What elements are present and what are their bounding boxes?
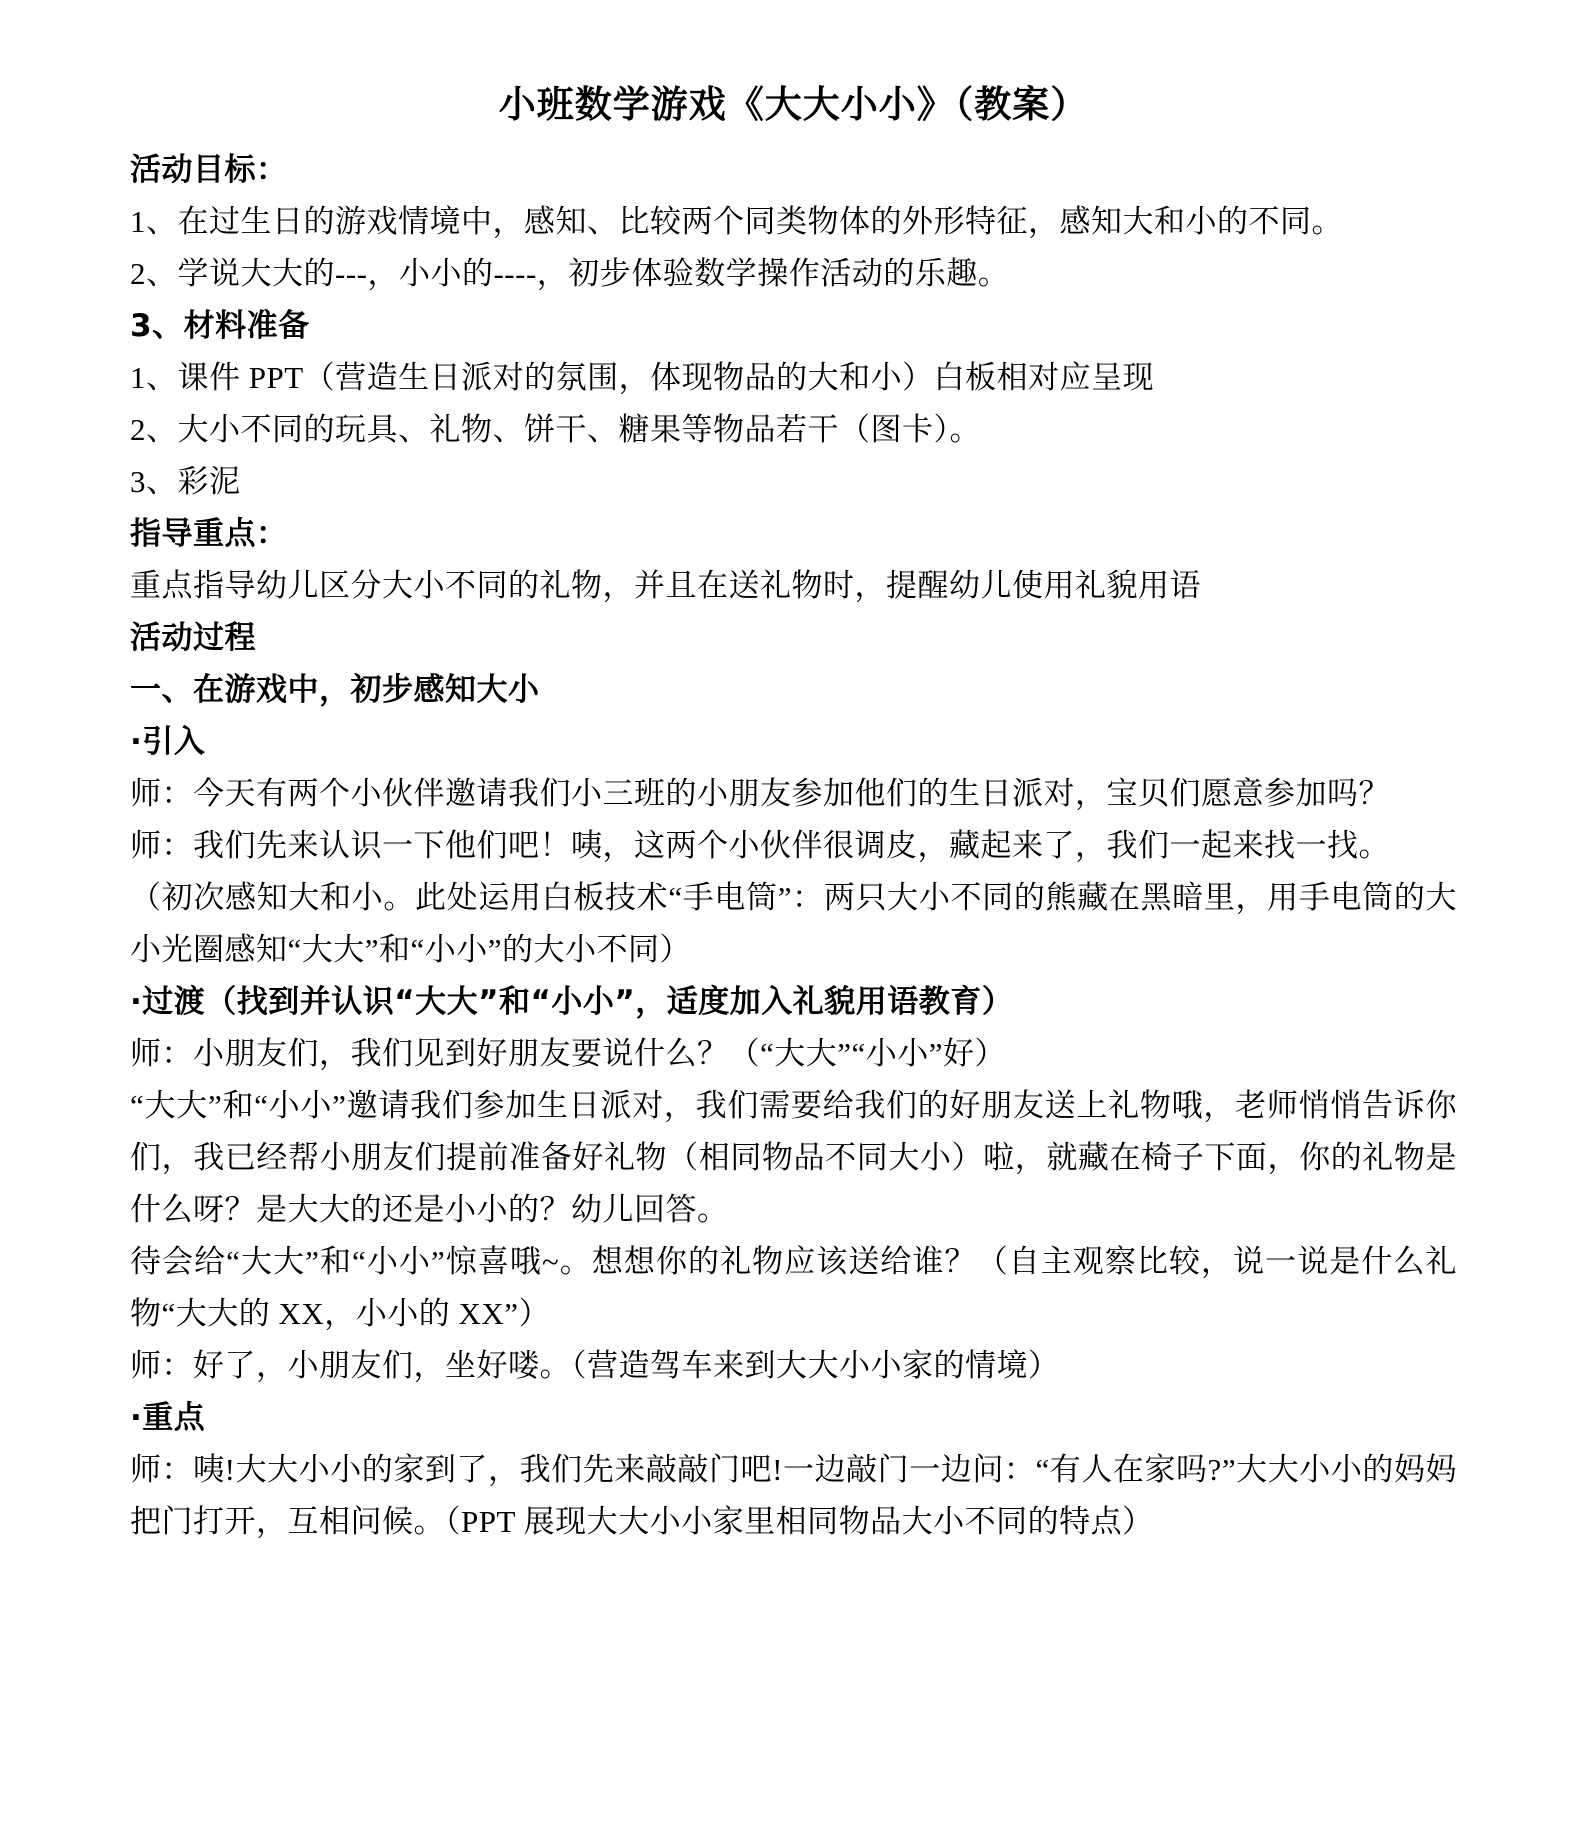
- teacher-dialogue-3: 师：小朋友们，我们见到好朋友要说什么？（“大大”“小小”好）: [130, 1036, 1007, 1071]
- guidance-focus-text: 重点指导幼儿区分大小不同的礼物，并且在送礼物时，提醒幼儿使用礼貌用语: [130, 568, 1201, 603]
- section-1-title: 一、在游戏中，初步感知大小: [130, 672, 540, 708]
- subheading-key-point: ·重点: [130, 1400, 206, 1436]
- subheading-transition: ·过渡（找到并认识“大大”和“小小”，适度加入礼貌用语教育）: [130, 984, 1014, 1020]
- heading-guidance-focus: 指导重点：: [130, 516, 288, 552]
- material-item-3: 3、彩泥: [130, 464, 241, 499]
- teacher-dialogue-2: 师：我们先来认识一下他们吧！咦，这两个小伙伴很调皮，藏起来了，我们一起来找一找。: [130, 828, 1390, 863]
- narration-surprise: 待会给“大大”和“小小”惊喜哦~。想想你的礼物应该送给谁？（自主观察比较，说一说是什么礼物“大大的 XX，小小的 XX”）: [130, 1244, 1457, 1331]
- goal-item-2: 2、学说大大的---，小小的----，初步体验数学操作活动的乐趣。: [130, 256, 1010, 291]
- page-title: 小班数学游戏《大大小小》（教案）: [498, 83, 1089, 126]
- material-item-1: 1、课件 PPT（营造生日派对的氛围，体现物品的大和小）白板相对应呈现: [130, 360, 1155, 395]
- goal-item-1: 1、在过生日的游戏情境中，感知、比较两个同类物体的外形特征，感知大和小的不同。: [130, 204, 1343, 239]
- subheading-intro: ·引入: [130, 724, 206, 760]
- narration-gifts: “大大”和“小小”邀请我们参加生日派对，我们需要给我们的好朋友送上礼物哦，老师悄悄告诉你们，我已经帮小朋友们提前准备好礼物（相同物品不同大小）啦，就藏在椅子下面，你的礼物是什么呀？是大大的还是小小的？幼儿回答。: [130, 1088, 1457, 1227]
- teacher-dialogue-4: 师：好了，小朋友们，坐好喽。（营造驾车来到大大小小家的情境）: [130, 1348, 1060, 1383]
- note-flashlight: （初次感知大和小。此处运用白板技术“手电筒”：两只大小不同的熊藏在黑暗里，用手电筒的大小光圈感知“大大”和“小小”的大小不同）: [130, 880, 1457, 967]
- heading-materials: 3、材料准备: [130, 308, 310, 344]
- teacher-dialogue-1: 师：今天有两个小伙伴邀请我们小三班的小朋友参加他们的生日派对，宝贝们愿意参加吗？: [130, 776, 1390, 811]
- teacher-dialogue-5: 师：咦!大大小小的家到了，我们先来敲敲门吧!一边敲门一边问：“有人在家吗?”大大小小的妈妈把门打开，互相问候。（PPT 展现大大小小家里相同物品大小不同的特点）: [130, 1452, 1457, 1539]
- heading-activity-process: 活动过程: [130, 620, 256, 656]
- heading-activity-goals: 活动目标：: [130, 152, 288, 188]
- material-item-2: 2、大小不同的玩具、礼物、饼干、糖果等物品若干（图卡）。: [130, 412, 981, 447]
